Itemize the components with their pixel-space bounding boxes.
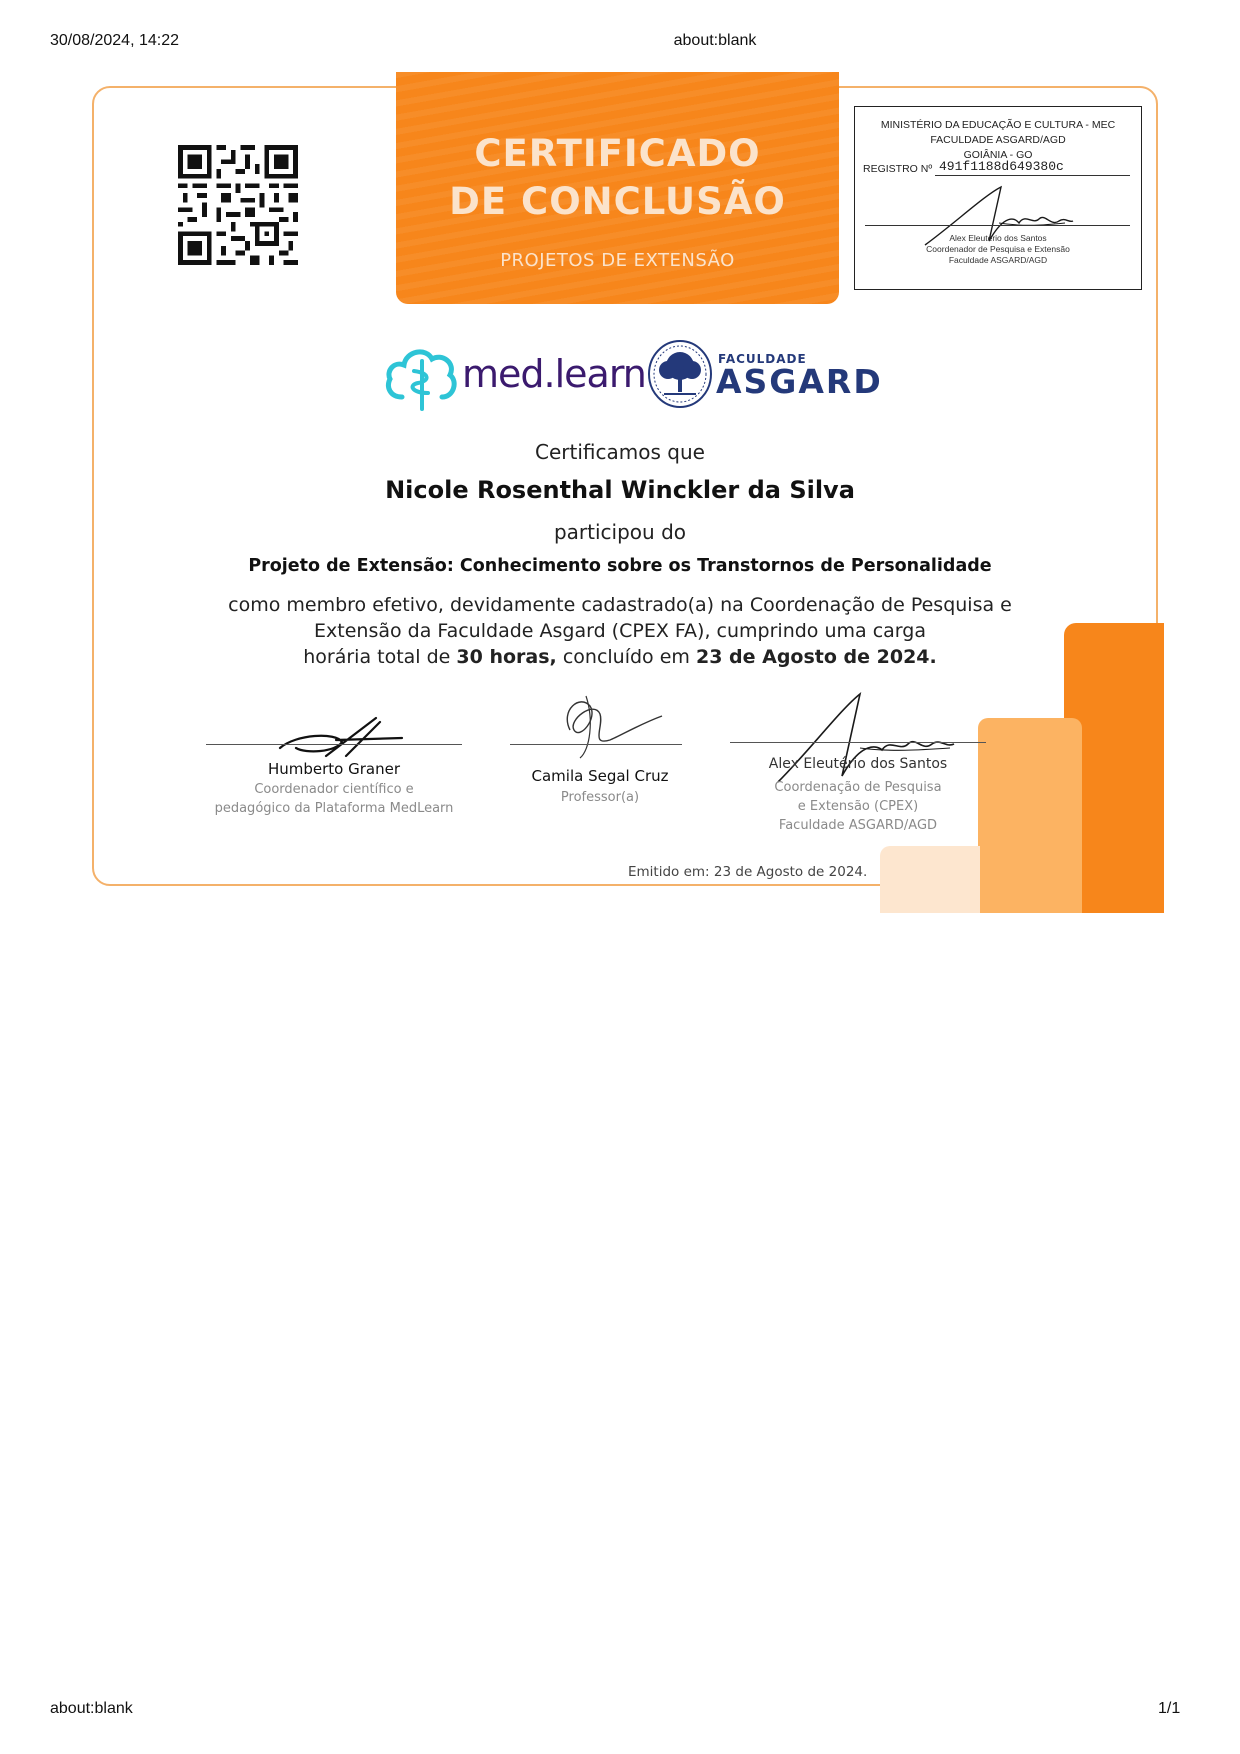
recipient-name: Nicole Rosenthal Winckler da Silva <box>385 476 855 504</box>
signer-3-role <box>738 778 978 835</box>
signer-3-role-line1: Coordenação de Pesquisa <box>774 780 942 795</box>
asgard-logo-main: ASGARD <box>716 362 883 401</box>
asgard-logo-top: FACULDADE <box>718 352 807 366</box>
signer-2-name: Camila Segal Cruz <box>531 767 669 785</box>
registry-ministry: MINISTÉRIO DA EDUCAÇÃO E CULTURA - MEC <box>880 119 1116 131</box>
certificate-title-line2: DE CONCLUSÃO <box>449 180 786 223</box>
registry-signer-role: Coordenador de Pesquisa e Extensão <box>926 244 1070 254</box>
registry-faculty: FACULDADE ASGARD/AGD <box>930 134 1066 146</box>
signer-1-role-line1: Coordenador científico e <box>254 782 414 797</box>
registry-signature-line <box>865 225 1130 226</box>
title-banner <box>396 72 839 304</box>
certificate-intro: Certificamos que <box>535 440 705 464</box>
signature-alex <box>770 690 960 790</box>
footer-url: about:blank <box>50 1700 133 1717</box>
signer-3-name: Alex Eleutério dos Santos <box>768 756 948 772</box>
page-number: 1/1 <box>1158 1700 1181 1717</box>
signer-1-role <box>196 780 472 818</box>
hours-prefix: horária total de <box>303 646 451 668</box>
signer-1-name: Humberto Graner <box>267 760 401 778</box>
registry-city: GOIÂNIA - GO <box>963 149 1033 161</box>
registry-signer-name: Alex Eleutério dos Santos <box>949 233 1047 243</box>
signer-2-role: Professor(a) <box>560 790 640 805</box>
signature-camila <box>550 690 670 760</box>
completion-prefix: concluído em <box>562 646 690 668</box>
signature-line-1 <box>206 744 462 745</box>
signer-3-role-line2: e Extensão (CPEX) <box>797 799 919 814</box>
asgard-tree-icon <box>646 338 714 410</box>
signer-3-role-line3: Faculdade ASGARD/AGD <box>778 818 938 833</box>
signature-humberto <box>276 712 406 762</box>
signature-line-3 <box>730 742 986 743</box>
project-title: Projeto de Extensão: Conhecimento sobre os Transtornos de Personalidade <box>248 556 992 576</box>
body-line-1: como membro efetivo, devidamente cadastrado(a) na Coordenação de Pesquisa e <box>228 594 1012 616</box>
body-line-2: Extensão da Faculdade Asgard (CPEX FA), cumprindo uma carga <box>314 620 926 642</box>
registry-box <box>854 106 1142 290</box>
certificate-title-line1: CERTIFICADO <box>474 132 761 175</box>
qr-code <box>178 145 298 265</box>
body-line-3 <box>0 646 1240 668</box>
decor-bar-mid <box>978 718 1082 913</box>
issued-date-value: 23 de Agosto de 2024. <box>713 864 868 880</box>
registry-label: REGISTRO Nº <box>863 163 933 175</box>
total-hours: 30 horas, <box>456 646 557 668</box>
medlearn-logo-icon <box>384 343 460 413</box>
certificate-subtitle: PROJETOS DE EXTENSÃO <box>500 250 735 271</box>
completion-date: 23 de Agosto de 2024. <box>695 646 937 668</box>
participated-text: participou do <box>553 520 687 544</box>
issued-date <box>628 864 867 880</box>
signer-1-role-line2: pedagógico da Plataforma MedLearn <box>214 801 454 816</box>
medlearn-logo-text: med.learn <box>462 352 646 396</box>
issued-label: Emitido em: <box>628 864 710 880</box>
registry-number-line <box>935 175 1130 176</box>
print-url: about:blank <box>673 32 757 49</box>
registry-number: 491f1188d649380c <box>939 159 1064 174</box>
registry-signer-org: Faculdade ASGARD/AGD <box>948 255 1048 265</box>
signature-line-2 <box>510 744 682 745</box>
decor-bar-short <box>880 846 980 913</box>
print-date: 30/08/2024, 14:22 <box>50 32 180 49</box>
